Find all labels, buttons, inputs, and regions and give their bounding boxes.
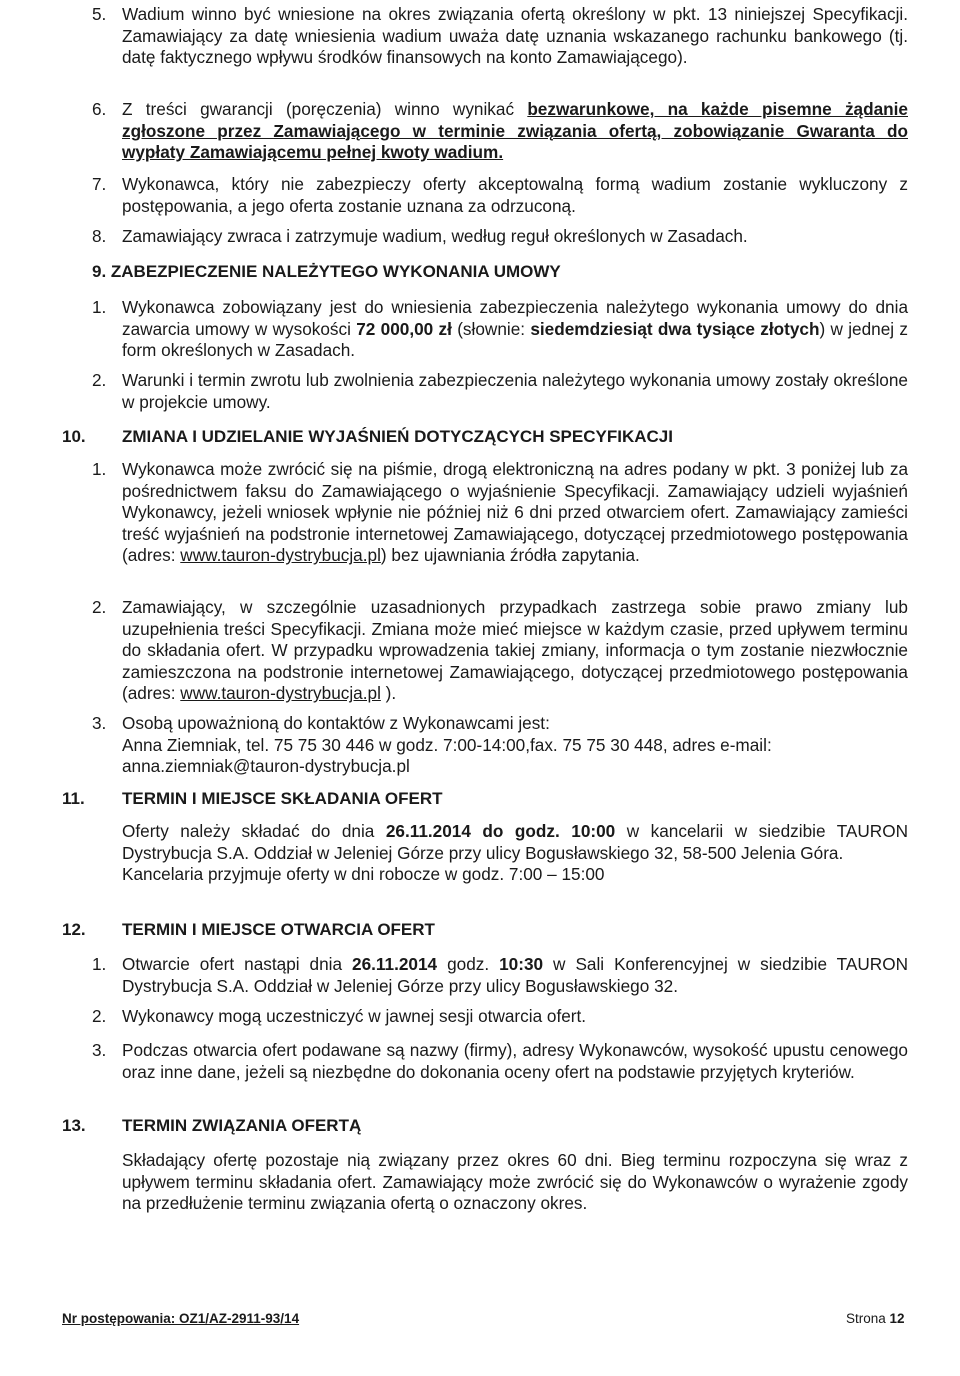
item-number: 1. (92, 459, 107, 479)
item-text: Warunki i termin zwrotu lub zwolnienia zabezpieczenia należytego wykonania umowy zostały określone w projekcie umowy. (122, 370, 908, 412)
offer-deadline: 26.11.2014 do godz. 10:00 (385, 821, 616, 841)
paragraph-number: 7. (92, 174, 107, 194)
item-number: 1. (92, 297, 107, 317)
section-11-heading: TERMIN I MIEJSCE SKŁADANIA OFERT (122, 789, 443, 808)
paragraph-text: Zamawiający zwraca i zatrzymuje wadium, według reguł określonych w Zasadach. (122, 226, 748, 246)
section-12-number: 12. (62, 920, 86, 939)
footer-reference: Nr postępowania: OZ1/AZ-2911-93/14 (62, 1311, 300, 1326)
section-13-heading: TERMIN ZWIĄZANIA OFERTĄ (122, 1116, 362, 1135)
paragraph-number: 8. (92, 226, 107, 246)
section-11-number: 11. (62, 789, 85, 808)
item-number: 1. (92, 954, 107, 974)
contact-email[interactable]: anna.ziemniak@tauron-dystrybucja.pl (122, 756, 410, 777)
guarantee-condition-text: bezwarunkowe, na każde pisemne żądanie zgłoszone przez Zamawiającego w terminie związania ofertą, zobowiązanie Gwaranta do wypłaty Zamawiającemu pełnej kwoty wadium. (122, 99, 908, 163)
paragraph-text: Wadium winno być wniesione na okres związania ofertą określony w pkt. 13 niniejszej Specyfikacji. Zamawiający za datę wniesienia wadium uważa datę uznania wskazanego rachunku bankowego (tj. datę faktycznego wpływu środków finansowych na konto Zamawiającego). (122, 4, 908, 68)
section-10-number: 10. (62, 427, 86, 446)
item-text (122, 713, 908, 778)
paragraph-number: 5. (92, 4, 107, 24)
contact-details: Anna Ziemniak, tel. 75 75 30 446 w godz. 7:00-14:00,fax. 75 75 30 448, adres e-mail: (122, 734, 772, 755)
paragraph-number: 6. (92, 99, 107, 119)
security-amount: 72 000,00 zł (356, 318, 452, 339)
item-text: Wykonawca zobowiązany jest do wniesienia zabezpieczenia należytego wykonania umowy do dnia zawarcia umowy w wysokości 72 000,00 zł (słownie: siedemdziesiąt dwa tysiące złotych) w jednej z form określonych w Zasadach. (122, 297, 909, 361)
item-text: Podczas otwarcia ofert podawane są nazwy (firmy), adresy Wykonawców, wysokość upustu cenowego oraz inne dane, jeżeli są niezbędne do dokonania oceny ofert na podstawie przyjętych kryteriów. (122, 1040, 908, 1082)
item-text: Zamawiający, w szczególnie uzasadnionych przypadkach zastrzega sobie prawo zmiany lub uzupełnienia treści Specyfikacji. Zmiana może mieć miejsce w każdym czasie, przed upływem terminu do składania ofert. W przypadku wprowadzenia takiej zmiany, informacja o tym zostanie niezwłocznie zamieszczona na podstronie internetowej Zamawiającego, dotyczącej przedmiotowego postępowania (adres: www.tauron-dystrybucja.pl ). (122, 597, 908, 704)
website-link[interactable]: www.tauron-dystrybucja.pl (180, 683, 381, 704)
item-number: 2. (92, 597, 107, 617)
item-number: 2. (92, 370, 107, 390)
section-10-heading: ZMIANA I UDZIELANIE WYJAŚNIEŃ DOTYCZĄCYCH SPECYFIKACJI (122, 427, 673, 446)
office-hours: Kancelaria przyjmuje oferty w dni robocze w godz. 7:00 – 15:00 (122, 864, 605, 885)
footer-page-number: Strona 12 (846, 1311, 905, 1326)
item-number: 2. (92, 1006, 107, 1026)
paragraph-text: Z treści gwarancji (poręczenia) winno wynikać bezwarunkowe, na każde pisemne żądanie zgłoszone przez Zamawiającego w terminie związania ofertą, zobowiązanie Gwaranta do wypłaty Zamawiającemu pełnej kwoty wadium. (122, 99, 908, 163)
item-number: 3. (92, 1040, 107, 1060)
item-text: Wykonawcy mogą uczestniczyć w jawnej sesji otwarcia ofert. (122, 1006, 587, 1026)
item-number: 3. (92, 713, 107, 733)
website-link[interactable]: www.tauron-dystrybucja.pl (180, 545, 381, 566)
item-text: Otwarcie ofert nastąpi dnia 26.11.2014 godz. 10:30 w Sali Konferencyjnej w siedzibie TAURON Dystrybucja S.A. Oddział w Jeleniej Górze przy ulicy Bogusławskiego 32. (122, 954, 908, 996)
contact-intro: Osobą upoważnioną do kontaktów z Wykonawcami jest: (122, 713, 550, 733)
item-text: Wykonawca może zwrócić się na piśmie, drogą elektroniczną na adres podany w pkt. 3 poniżej lub za pośrednictwem faksu do Zamawiającego o wyjaśnienie Specyfikacji. Zamawiający udzieli wyjaśnień Wykonawcy, jeżeli wniosek wpłynie nie później niż 6 dni przed otwarciem ofert. Zamawiający zamieści treść wyjaśnień na podstronie internetowej Zamawiającego, dotyczącej przedmiotowego postępowania (adres: www.tauron-dystrybucja.pl) bez ujawniania źródła zapytania. (122, 459, 908, 566)
section-9-heading: 9. ZABEZPIECZENIE NALEŻYTEGO WYKONANIA UMOWY (92, 262, 561, 281)
opening-time: 10:30 (499, 954, 544, 974)
opening-date: 26.11.2014 (352, 954, 438, 974)
paragraph-text: Wykonawca, który nie zabezpieczy oferty akceptowalną formą wadium zostanie wykluczony z postępowania, a jego oferta zostanie uznana za odrzuconą. (122, 174, 908, 216)
security-amount-words: siedemdziesiąt dwa tysiące złotych (530, 318, 820, 339)
document-page: 5. Wadium winno być wniesione na okres związania ofertą określony w pkt. 13 niniejszej Specyfikacji. Zamawiający za datę wniesienia wadium uważa datę uznania wskazanego rachunku bankowego (tj. datę faktycznego wpływu środków finansowych na konto Zamawiającego). 6. Z treści gwarancji (poręczenia) winno wynikać bezwarunkowe, na każde pisemne żądanie zgłoszone przez Zamawiającego w terminie związania ofertą, zobowiązanie Gwaranta do wypłaty Zamawiającemu pełnej kwoty wadium. 7. Wykonawca, który nie zabezpieczy oferty akceptowalną formą wadium zostanie wykluczony z postępowania, a jego oferta zostanie uznana za odrzuconą. 8. Zamawiający zwraca i zatrzymuje wadium, według reguł określonych w Zasadach. 9. ZABEZPIECZENIE NALEŻYTEGO WYKONANIA UMOWY 1. Wykonawca zobowiązany jest do wniesienia zabezpieczenia należytego wykonania umowy do dnia zawarcia umowy w wysokości 72 000,00 zł (słownie: siedemdziesiąt dwa tysiące złotych) w jednej z form określonych w Zasadach. 2. Warunki i termin zwrotu lub zwolnienia zabezpieczenia należytego wykonania umowy zostały określone w projekcie umowy. 10. ZMIANA I UDZIELANIE WYJAŚNIEŃ DOTYCZĄCYCH SPECYFIKACJI 1. Wykonawca może zwrócić się na piśmie, drogą elektroniczną na adres podany w pkt. 3 poniżej lub za pośrednictwem faksu do Zamawiającego o wyjaśnienie Specyfikacji. Zamawiający udzieli wyjaśnień Wykonawcy, jeżeli wniosek wpłynie nie później niż 6 dni przed otwarciem ofert. Zamawiający zamieści treść wyjaśnień na podstronie internetowej Zamawiającego, dotyczącej przedmiotowego postępowania (adres: www.tauron-dystrybucja.pl) bez ujawniania źródła zapytania. 2. Zamawiający, w szczególnie uzasadnionych przypadkach zastrzega sobie prawo zmiany lub uzupełnienia treści Specyfikacji. Zmiana może mieć miejsce w każdym czasie, przed upływem terminu do składania ofert. W przypadku wprowadzenia takiej zmiany, informacja o tym zostanie niezwłocznie zamieszczona na podstronie internetowej Zamawiającego, dotyczącej przedmiotowego postępowania (adres: www.tauron-dystrybucja.pl ). 3. Osobą upoważnioną do kontaktów z Wykonawcami jest: Anna Ziemniak, tel. 75 75 30 446 w godz. 7:00-14:00,fax. 75 75 30 448, adres e-mail: anna.ziemniak@tauron-dystrybucja.pl 11. TERMIN I MIEJSCE SKŁADANIA OFERT Oferty należy składać do dnia 26.11.2014 do godz. 10:00 w kancelarii w siedzibie TAURON Dystrybucja S.A. Oddział w Jeleniej Górze przy ulicy Bogusławskiego 32, 58-500 Jelenia Góra. Kancelaria przyjmuje oferty w dni robocze w godz. 7:00 – 15:00 12. TERMIN I MIEJSCE OTWARCIA OFERT 1. Otwarcie ofert nastąpi dnia 26.11.2014 godz. 10:30 w Sali Konferencyjnej w siedzibie TAURON Dystrybucja S.A. Oddział w Jeleniej Górze przy ulicy Bogusławskiego 32. 2. Wykonawcy mogą uczestniczyć w jawnej sesji otwarcia ofert. 3. Podczas otwarcia ofert podawane są nazwy (firmy), adresy Wykonawców, wysokość upustu cenowego oraz inne dane, jeżeli są niezbędne do dokonania oceny ofert na podstawie przyjętych kryteriów. 13. TERMIN ZWIĄZANIA OFERTĄ Składający ofertę pozostaje nią związany przez okres 60 dni. Bieg terminu rozpoczyna się wraz z upływem terminu składania ofert. Zamawiający może zwrócić się do Wykonawców o wyrażenie zgody na przedłużenie terminu związania ofertą o oznaczony okres. Nr postępowania: OZ1/AZ-2911-93/14 Strona 12 (62, 4, 909, 1326)
section-13-number: 13. (62, 1116, 86, 1135)
section-12-heading: TERMIN I MIEJSCE OTWARCIA OFERT (122, 920, 435, 939)
